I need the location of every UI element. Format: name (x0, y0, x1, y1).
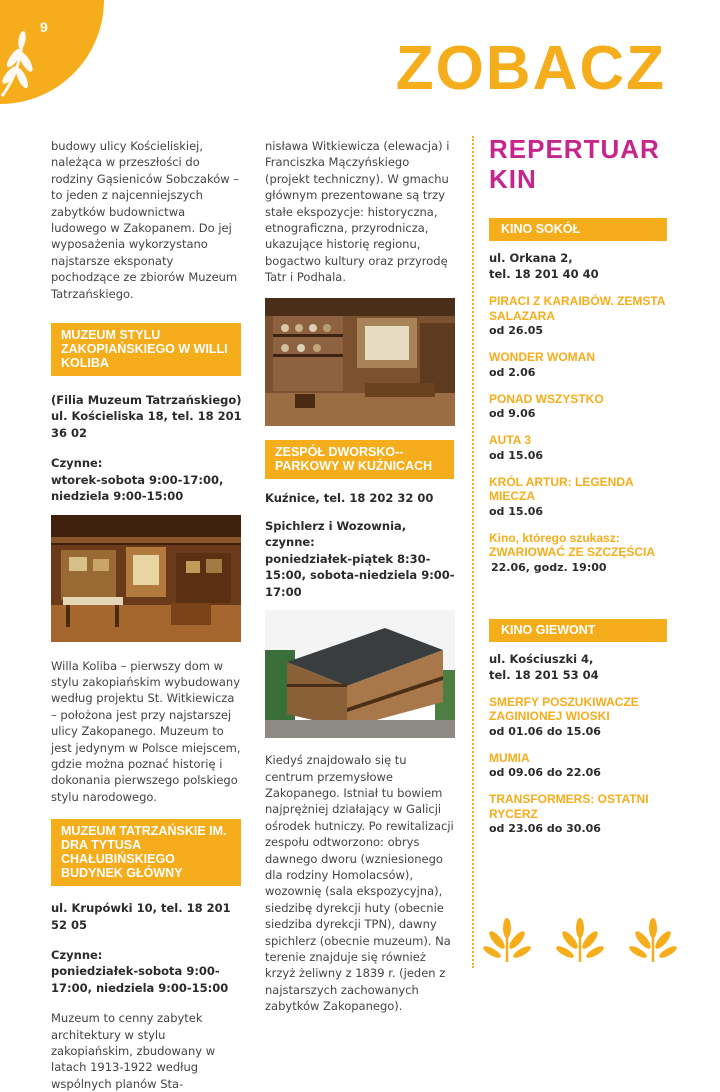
column-middle (265, 138, 457, 1015)
special-screening-label: Kino, którego szukasz: (489, 530, 620, 545)
film-item-special (489, 531, 667, 575)
museum-koliba-filia: (Filia Muzeum Tatrzańskiego) (51, 393, 242, 408)
film-date: od 09.06 do 22.06 (489, 766, 601, 779)
museum-tatrzanskie-header: MUZEUM TATRZAŃSKIE IM. DRA TYTUSA CHAŁUBIŃSKIEGO BUDYNEK GŁÓWNY (51, 819, 241, 886)
interior-shelves-photo (265, 298, 455, 426)
film-item (489, 350, 667, 380)
film-item (489, 294, 667, 338)
wheat-ornaments (485, 916, 675, 966)
film-title: WONDER WOMAN (489, 350, 595, 364)
film-date: od 23.06 do 30.06 (489, 822, 601, 835)
film-title: PIRACI Z KARAIBÓW. ZEMSTA SALAZARA (489, 294, 665, 323)
koliba-interior-photo (51, 515, 241, 642)
special-screening-title: ZWARIOWAĆ ZE SZCZĘŚCIA (489, 545, 655, 559)
museum-koliba-open-label: Czynne: (51, 456, 103, 471)
museum-tatrzanskie-open-label: Czynne: (51, 947, 103, 962)
repertuar-title-line2: KIN (489, 164, 537, 194)
film-item (489, 751, 667, 781)
film-title: SMERFY POSZUKIWACZE ZAGINIONEJ WIOSKI (489, 694, 639, 723)
film-date: od 2.06 (489, 365, 536, 379)
museum-tatrzanskie-hours: poniedziałek-sobota 9:00-17:00, niedziela 9:00-15:00 (51, 964, 229, 995)
column-repertuar (489, 134, 667, 836)
museum-koliba-desc: Willa Koliba – pierwszy dom w stylu zakopiańskim wybudowany według projektu St. Witkiewicza – położona jest przy najstarszej ulicy Zakopanego. Muzeum to jest jedynym w Polsce miejscem, gdzie można poznać historię i dokonania pierwszego polskiego stylu narodowego. (51, 658, 241, 804)
wheat-ornament-icon (558, 916, 602, 964)
kino-giewont-phone: tel. 18 201 53 04 (489, 667, 599, 682)
film-title: KRÓL ARTUR: LEGENDA MIECZA (489, 474, 634, 503)
zespol-sub: Spichlerz i Wozownia, czynne: (265, 519, 407, 550)
film-title: TRANSFORMERS: OSTATNI RYCERZ (489, 792, 649, 821)
zespol-dworsko-parkowy-header: ZESPÓŁ DWORSKO--PARKOWY W KUŹNICACH (265, 440, 454, 479)
film-date: od 26.05 (489, 324, 544, 337)
kino-sokol-film-list (489, 294, 667, 575)
museum-koliba-hours: wtorek-sobota 9:00-17:00, niedziela 9:00-15:00 (51, 472, 224, 504)
wheat-ornament-icon (631, 916, 675, 964)
corner-decoration (0, 0, 104, 104)
column-divider (472, 136, 474, 968)
zespol-address: Kuźnice, tel. 18 202 32 00 (265, 490, 434, 505)
repertuar-title-line1: REPERTUAR (489, 134, 660, 164)
kino-giewont-film-list (489, 695, 667, 837)
film-item (489, 792, 667, 836)
wheat-ornament-icon (485, 916, 529, 964)
page-title: ZOBACZ (395, 34, 666, 103)
museum-tatrzanskie-desc: Muzeum to cenny zabytek architektury w stylu zakopiańskim, zbudowany w latach 1913-1922 według wspólnych planów Sta- (51, 1011, 216, 1091)
intro-text: budowy ulicy Kościeliskiej, należąca w przeszłości do rodziny Gąsieniców Sobczaków – to jeden z najcenniejszych zabytków budownictwa ludowego w Zakopanem. Do jej wyposażenia wykorzystano najstarsze eksponaty pochodzące ze zbiorów Muzeum Tatrzańskiego. (51, 139, 240, 301)
zespol-desc: Kiedyś znajdowało się tu centrum przemysłowe Zakopanego. Istniał tu bowiem najprężniej działający w Galicji ośrodek hutniczy. Po rewitalizacji zespołu odtworzono: obrys dawnego dworu (wzniesionego dla rodziny Homolacsów), wozownię (sala ekspozycyjna), siedzibę dyrekcji huty (obecnie siedziba dyrekcji TPN), dawny spichlerz (obecnie muzeum). Na terenie znajduje się również krzyż żeliwny z 1839 r. (jeden z najstarszych zachowanych zabytków Zakopanego). (265, 753, 454, 1014)
kino-giewont-address: ul. Kościuszki 4, (489, 651, 594, 666)
kino-sokol-phone: tel. 18 201 40 40 (489, 267, 599, 281)
kino-sokol-address: ul. Orkana 2, (489, 251, 573, 265)
film-item (489, 392, 667, 422)
kino-sokol-header: KINO SOKÓŁ (489, 218, 667, 241)
film-item (489, 475, 667, 519)
spichlerz-building-photo (265, 610, 455, 738)
film-title: PONAD WSZYSTKO (489, 391, 604, 406)
kino-giewont-header: KINO GIEWONT (489, 619, 667, 642)
film-date: od 15.06 (489, 448, 544, 462)
column-left (51, 138, 243, 1092)
film-date: od 01.06 do 15.06 (489, 724, 601, 738)
special-screening-date: 22.06, godz. 19:00 (491, 560, 607, 574)
zespol-hours: poniedziałek-piątek 8:30-15:00, sobota-niedziela 9:00-17:00 (265, 551, 455, 599)
museum-tatrzanskie-desc-cont: nisława Witkiewicza (elewacja) i Franciszka Mączyńskiego (projekt techniczny). W gmachu głównym prezentowane są trzy stałe ekspozycje: historyczna, etnograficzna, przyrodnicza, ukazujące historię regionu, bogactwo kultury oraz przyrodę Tatr i Podhala. (265, 139, 450, 285)
film-item (489, 695, 667, 739)
film-title: MUMIA (489, 750, 530, 765)
page-number: 9 (40, 19, 48, 35)
film-date: od 9.06 (489, 407, 536, 420)
museum-tatrzanskie-address: ul. Krupówki 10, tel. 18 201 52 05 (51, 901, 231, 932)
museum-koliba-header: MUZEUM STYLU ZAKOPIAŃSKIEGO W WILLI KOLIBA (51, 323, 241, 376)
film-title: AUTA 3 (489, 433, 531, 447)
museum-koliba-address: ul. Kościeliska 18, tel. 18 201 36 02 (51, 409, 242, 440)
film-date: od 15.06 (489, 504, 544, 518)
film-item (489, 433, 667, 463)
